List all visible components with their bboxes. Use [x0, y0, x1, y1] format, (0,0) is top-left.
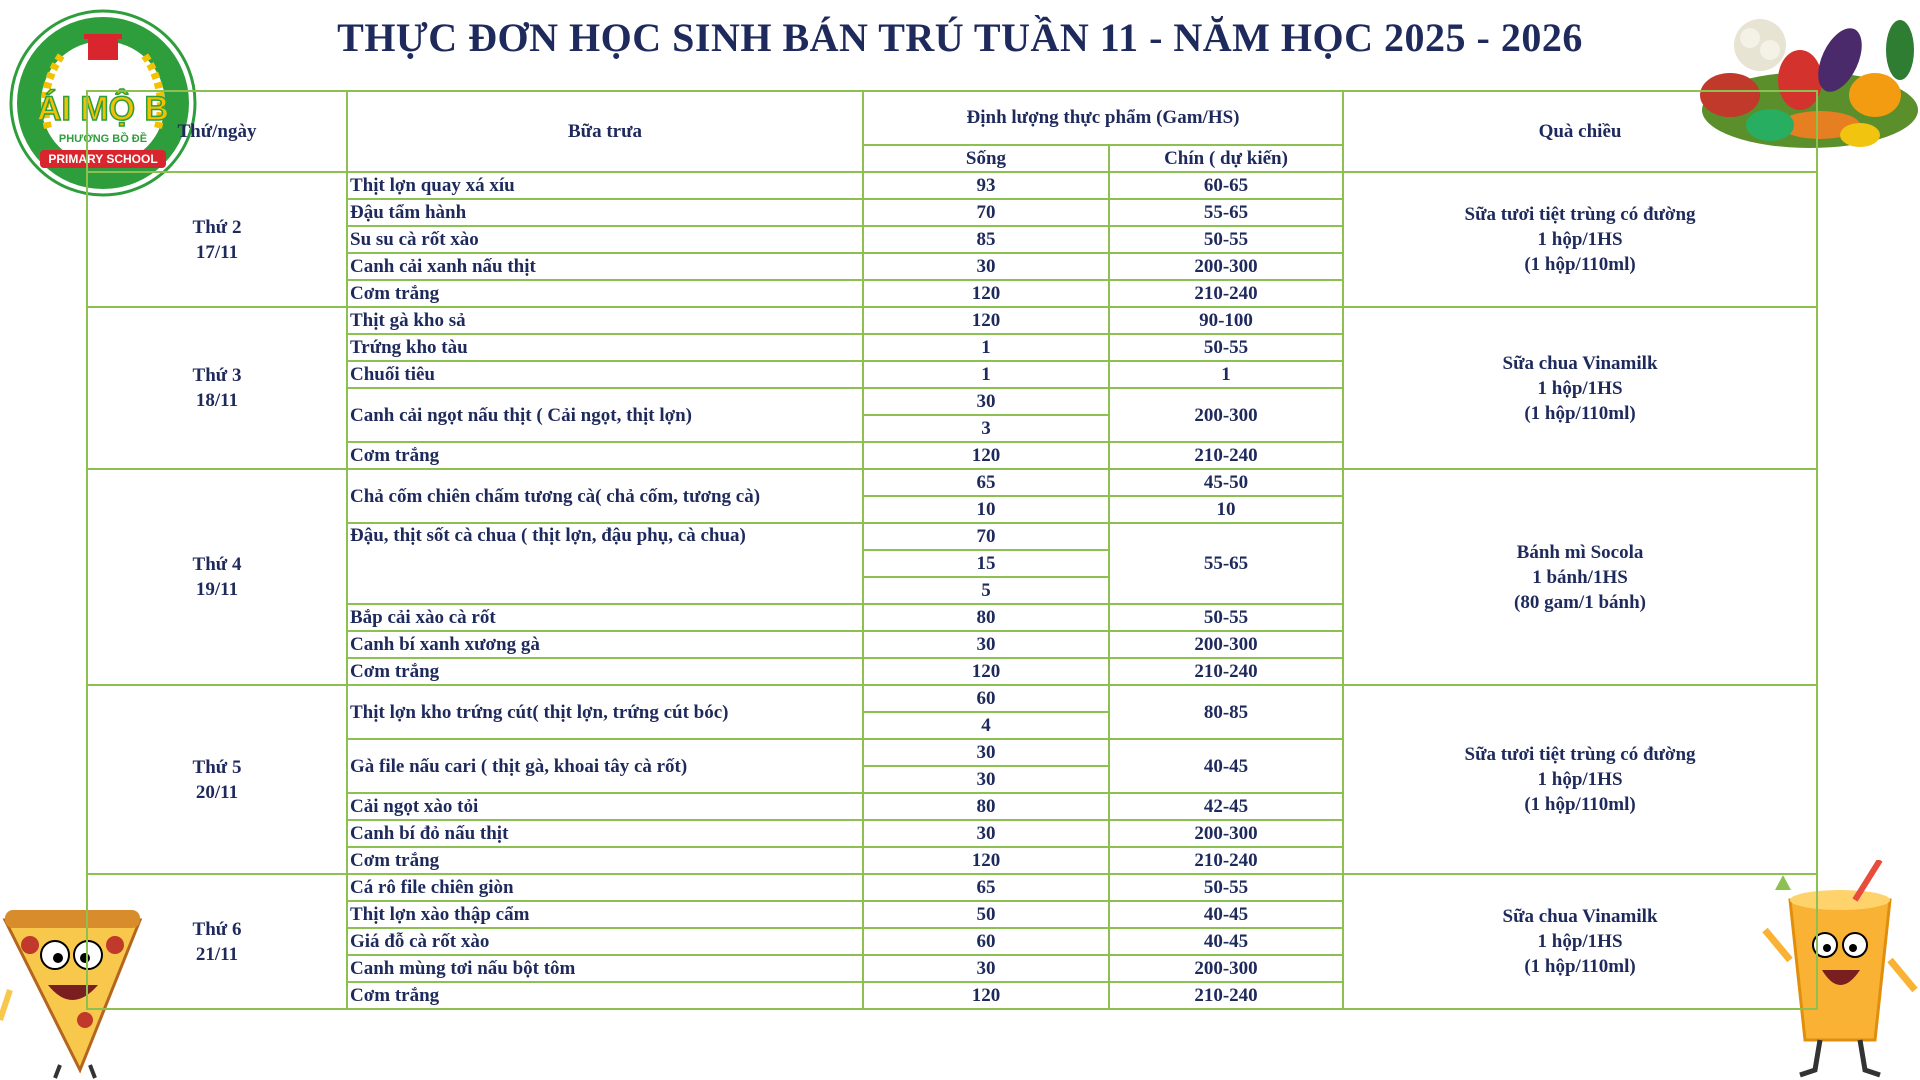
cooked-quantity: 200-300 [1109, 388, 1343, 442]
day-cell [87, 307, 347, 469]
snack-line: 1 hộp/1HS [1537, 769, 1623, 790]
dish-name: Thịt lợn kho trứng cút( thịt lợn, trứng cút bóc) [347, 685, 863, 739]
raw-quantity: 65 [863, 469, 1109, 496]
cooked-quantity: 55-65 [1109, 199, 1343, 226]
snack-cell [1343, 307, 1817, 469]
header-lunch: Bữa trưa [347, 91, 863, 172]
day-label: Thứ 6 [192, 918, 242, 940]
cooked-quantity: 45-50 [1109, 469, 1343, 496]
dish-name: Giá đỗ cà rốt xào [347, 928, 863, 955]
raw-quantity: 85 [863, 226, 1109, 253]
raw-quantity: 1 [863, 361, 1109, 388]
cooked-quantity: 1 [1109, 361, 1343, 388]
snack-cell [1343, 874, 1817, 1009]
dish-name: Cơm trắng [347, 280, 863, 307]
raw-quantity: 120 [863, 442, 1109, 469]
raw-quantity: 80 [863, 604, 1109, 631]
raw-quantity: 30 [863, 631, 1109, 658]
cooked-quantity: 200-300 [1109, 955, 1343, 982]
logo-name: ÁI MỘ B [36, 90, 170, 128]
cooked-quantity: 40-45 [1109, 739, 1343, 793]
cooked-quantity: 210-240 [1109, 280, 1343, 307]
raw-quantity: 60 [863, 928, 1109, 955]
snack-line: Sữa tươi tiệt trùng có đường [1464, 204, 1696, 225]
table-row [87, 469, 1817, 496]
cooked-quantity: 210-240 [1109, 982, 1343, 1009]
day-cell [87, 469, 347, 685]
snack-line: (1 hộp/110ml) [1524, 956, 1636, 977]
dish-name: Cơm trắng [347, 847, 863, 874]
snack-line: Bánh mì Socola [1516, 541, 1644, 563]
day-cell [87, 874, 347, 1009]
header-raw: Sống [863, 145, 1109, 172]
header-day: Thứ/ngày [87, 91, 347, 172]
dish-name: Đậu tẩm hành [347, 199, 863, 226]
dish-name: Su su cà rốt xào [347, 226, 863, 253]
dish-name: Cơm trắng [347, 442, 863, 469]
day-date: 19/11 [195, 579, 239, 600]
day-date: 20/11 [195, 781, 239, 803]
cooked-quantity: 50-55 [1109, 604, 1343, 631]
raw-quantity: 120 [863, 307, 1109, 334]
day-cell [87, 685, 347, 874]
day-label: Thứ 3 [192, 365, 242, 386]
header-cooked: Chín ( dự kiến) [1109, 145, 1343, 172]
logo-ward: PHƯỜNG BỒ ĐỀ [58, 133, 148, 145]
raw-quantity: 10 [863, 496, 1109, 523]
cooked-quantity: 90-100 [1109, 307, 1343, 334]
header-snack: Quà chiều [1343, 91, 1817, 172]
snack-line: Sữa chua Vinamilk [1502, 906, 1658, 927]
dish-name: Chuối tiêu [347, 361, 863, 388]
day-label: Thứ 2 [192, 216, 242, 238]
cooked-quantity: 55-65 [1109, 523, 1343, 604]
page-title: THỰC ĐƠN HỌC SINH BÁN TRÚ TUẦN 11 - NĂM HỌC 2025 - 2026 [337, 15, 1583, 60]
cooked-quantity: 50-55 [1109, 226, 1343, 253]
snack-line: Sữa chua Vinamilk [1502, 352, 1658, 374]
raw-quantity: 5 [863, 577, 1109, 604]
snack-line: (1 hộp/110ml) [1524, 794, 1636, 815]
dish-name: Cơm trắng [347, 982, 863, 1009]
snack-cell [1343, 469, 1817, 685]
raw-quantity: 1 [863, 334, 1109, 361]
dish-name: Cá rô file chiên giòn [347, 874, 863, 901]
table-row [87, 685, 1817, 712]
cooked-quantity: 42-45 [1109, 793, 1343, 820]
raw-quantity: 30 [863, 955, 1109, 982]
raw-quantity: 120 [863, 982, 1109, 1009]
day-date: 18/11 [195, 390, 239, 411]
cooked-quantity: 80-85 [1109, 685, 1343, 739]
cooked-quantity: 210-240 [1109, 658, 1343, 685]
cooked-quantity: 200-300 [1109, 631, 1343, 658]
cooked-quantity: 200-300 [1109, 253, 1343, 280]
day-date: 17/11 [195, 241, 239, 263]
day-label: Thứ 5 [192, 756, 242, 778]
dish-name: Thịt lợn xào thập cẩm [347, 901, 863, 928]
raw-quantity: 15 [863, 550, 1109, 577]
dish-name: Canh cải xanh nấu thịt [347, 253, 863, 280]
cooked-quantity: 50-55 [1109, 334, 1343, 361]
raw-quantity: 30 [863, 820, 1109, 847]
cooked-quantity: 40-45 [1109, 901, 1343, 928]
raw-quantity: 120 [863, 658, 1109, 685]
table-row [87, 307, 1817, 334]
header-quantity: Định lượng thực phẩm (Gam/HS) [863, 91, 1343, 145]
snack-line: (1 hộp/110ml) [1524, 254, 1636, 275]
dish-name: Canh mùng tơi nấu bột tôm [347, 955, 863, 982]
dish-name: Cơm trắng [347, 658, 863, 685]
dish-name: Gà file nấu cari ( thịt gà, khoai tây cà rốt) [347, 739, 863, 793]
dish-name: Canh bí đỏ nấu thịt [347, 820, 863, 847]
menu-table [86, 90, 1818, 1010]
raw-quantity: 3 [863, 415, 1109, 442]
raw-quantity: 30 [863, 388, 1109, 415]
dish-name: Canh bí xanh xương gà [347, 631, 863, 658]
table-row [87, 874, 1817, 901]
raw-quantity: 93 [863, 172, 1109, 199]
cooked-quantity: 210-240 [1109, 847, 1343, 874]
raw-quantity: 60 [863, 685, 1109, 712]
raw-quantity: 120 [863, 280, 1109, 307]
raw-quantity: 65 [863, 874, 1109, 901]
raw-quantity: 30 [863, 766, 1109, 793]
snack-line: 1 hộp/1HS [1537, 931, 1623, 952]
dish-name: Bắp cải xào cà rốt [347, 604, 863, 631]
snack-line: 1 hộp/1HS [1537, 229, 1623, 250]
snack-line: (80 gam/1 bánh) [1514, 591, 1646, 613]
dish-name: Trứng kho tàu [347, 334, 863, 361]
raw-quantity: 120 [863, 847, 1109, 874]
dish-name: Canh cải ngọt nấu thịt ( Cải ngọt, thịt lợn) [347, 388, 863, 442]
cooked-quantity: 200-300 [1109, 820, 1343, 847]
dish-name: Chả cốm chiên chấm tương cà( chả cốm, tương cà) [347, 469, 863, 523]
raw-quantity: 30 [863, 253, 1109, 280]
cooked-quantity: 40-45 [1109, 928, 1343, 955]
dish-name: Cải ngọt xào tỏi [347, 793, 863, 820]
snack-cell [1343, 685, 1817, 874]
raw-quantity: 70 [863, 199, 1109, 226]
raw-quantity: 50 [863, 901, 1109, 928]
snack-line: Sữa tươi tiệt trùng có đường [1464, 744, 1696, 765]
dish-name: Thịt gà kho sả [347, 307, 863, 334]
raw-quantity: 30 [863, 739, 1109, 766]
raw-quantity: 4 [863, 712, 1109, 739]
snack-line: 1 hộp/1HS [1537, 377, 1623, 399]
dish-name: Thịt lợn quay xá xíu [347, 172, 863, 199]
raw-quantity: 70 [863, 523, 1109, 550]
day-cell [87, 172, 347, 307]
cooked-quantity: 210-240 [1109, 442, 1343, 469]
snack-line: 1 bánh/1HS [1532, 566, 1628, 588]
day-label: Thứ 4 [192, 554, 242, 575]
dish-name: Đậu, thịt sốt cà chua ( thịt lợn, đậu phụ, cà chua) [347, 523, 863, 604]
day-date: 21/11 [195, 943, 239, 965]
raw-quantity: 80 [863, 793, 1109, 820]
snack-cell [1343, 172, 1817, 307]
table-row [87, 172, 1817, 199]
header-row [87, 91, 1817, 145]
cooked-quantity: 60-65 [1109, 172, 1343, 199]
cooked-quantity: 50-55 [1109, 874, 1343, 901]
logo-school: PRIMARY SCHOOL [48, 152, 158, 166]
snack-line: (1 hộp/110ml) [1524, 402, 1636, 424]
cooked-quantity: 10 [1109, 496, 1343, 523]
